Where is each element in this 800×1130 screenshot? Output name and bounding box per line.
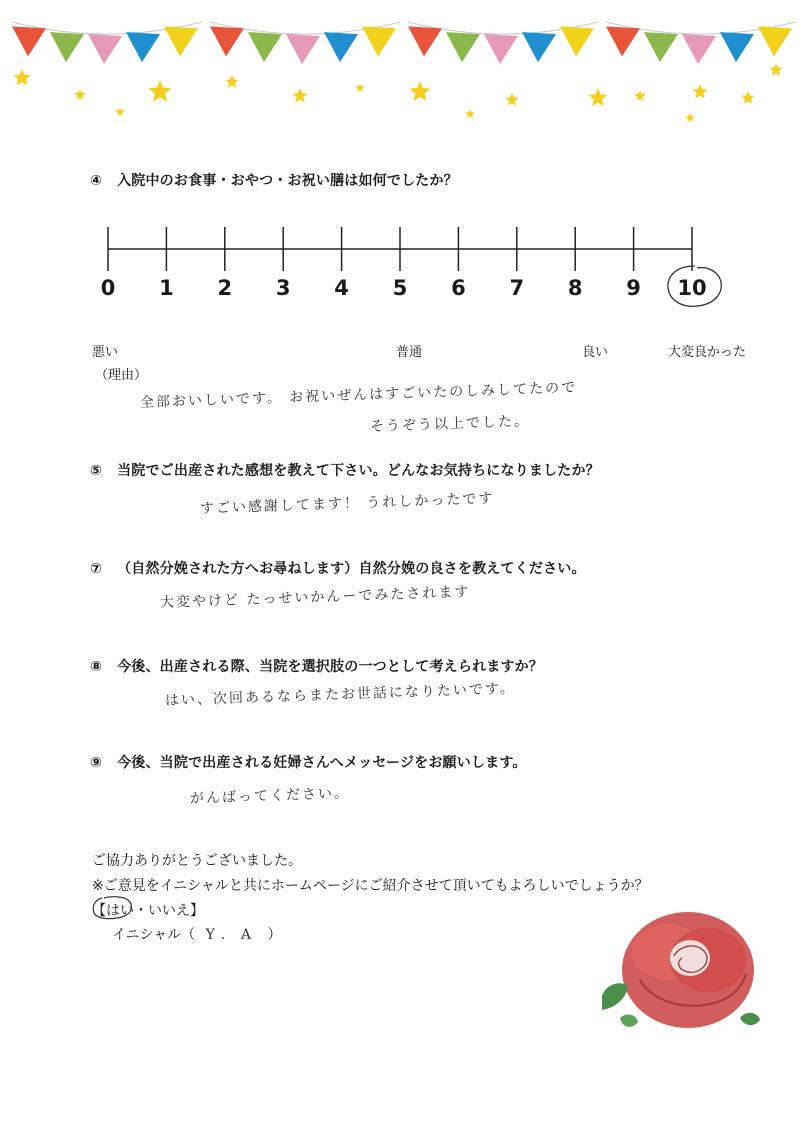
question-5-answer: すごい感謝してます！ うれしかったです bbox=[199, 490, 495, 517]
bunting-flag bbox=[12, 26, 46, 56]
star-icon bbox=[115, 107, 125, 116]
star-icon bbox=[292, 88, 307, 103]
bunting-flag bbox=[286, 34, 320, 64]
scale-number-3: 3 bbox=[275, 276, 291, 300]
star-icon bbox=[74, 89, 85, 100]
question-4 bbox=[90, 170, 458, 190]
question-9-answer: がんばってください。 bbox=[189, 785, 351, 807]
bunting-flags bbox=[12, 22, 796, 64]
rose-illustration bbox=[590, 900, 770, 1050]
star-icon bbox=[685, 113, 695, 122]
bunting-flag bbox=[408, 26, 442, 56]
question-7-number: ⑦ bbox=[90, 561, 103, 577]
bunting-flag bbox=[324, 32, 358, 62]
question-4-answer-line2: そうぞう以上でした。 bbox=[369, 413, 531, 435]
bunting-flag bbox=[248, 32, 282, 62]
bunting-flag bbox=[362, 26, 396, 56]
label-good: 良い bbox=[582, 345, 609, 360]
bunting-banner bbox=[0, 0, 800, 140]
question-9 bbox=[90, 752, 527, 772]
reason-label: （理由） bbox=[95, 368, 148, 383]
star-decorations bbox=[13, 63, 782, 122]
label-very-good: 大変良かった bbox=[668, 345, 747, 360]
scale-number-6: 6 bbox=[451, 276, 466, 300]
question-9-number: ⑨ bbox=[90, 755, 103, 771]
scale-number-8: 8 bbox=[567, 276, 583, 300]
bunting-flag bbox=[210, 26, 244, 56]
label-bad: 悪い bbox=[92, 345, 119, 360]
scale-number-5: 5 bbox=[392, 276, 408, 300]
bunting-flag bbox=[720, 32, 754, 62]
question-5-number: ⑤ bbox=[90, 463, 103, 479]
scale-number-9: 9 bbox=[626, 276, 641, 300]
star-icon bbox=[634, 90, 645, 101]
question-8-number: ⑧ bbox=[90, 659, 103, 675]
star-icon bbox=[769, 63, 782, 76]
initial-label: イニシャル（ bbox=[112, 927, 196, 943]
star-icon bbox=[13, 69, 30, 85]
question-5 bbox=[90, 460, 600, 480]
label-normal: 普通 bbox=[396, 345, 423, 360]
consent-circle-icon bbox=[90, 895, 136, 921]
star-icon bbox=[149, 80, 172, 102]
initial-row bbox=[112, 924, 281, 944]
question-7-answer: 大変やけど たっせいかんーでみたされます bbox=[159, 584, 471, 611]
publish-request-text: ※ご意見をイニシャルと共にホームページにご紹介させて頂いてもよろしいでしょうか？ bbox=[92, 878, 649, 894]
question-4-answer-line1: 全部おいしいです。 お祝いぜんはすごいたのしみしてたので bbox=[139, 379, 578, 411]
initial-value: Y．A bbox=[205, 927, 257, 943]
rating-scale bbox=[100, 225, 700, 275]
question-9-text: 今後、当院で出産される妊婦さんへメッセージをお願いします。 bbox=[117, 755, 527, 771]
bunting-flag bbox=[164, 26, 198, 56]
bunting-flag bbox=[446, 32, 480, 62]
bunting-flag bbox=[682, 34, 716, 64]
scale-number-7: 7 bbox=[509, 276, 525, 300]
star-icon bbox=[741, 91, 754, 104]
bunting-flag bbox=[522, 32, 556, 62]
question-4-number: ④ bbox=[90, 173, 103, 189]
bunting-flag bbox=[50, 32, 84, 62]
thanks-text: ご協力ありがとうございました。 bbox=[92, 853, 302, 869]
bunting-flag bbox=[88, 34, 122, 64]
question-7 bbox=[90, 558, 586, 578]
scale-number-10: 10 bbox=[677, 276, 707, 300]
bunting-flag bbox=[560, 26, 594, 56]
scale-number-1: 1 bbox=[159, 276, 174, 300]
star-icon bbox=[225, 75, 238, 88]
star-icon bbox=[589, 88, 608, 106]
bunting-flag bbox=[126, 32, 160, 62]
bunting-flag bbox=[484, 34, 518, 64]
selected-circle-icon bbox=[664, 262, 726, 310]
scale-number-0: 0 bbox=[100, 276, 116, 300]
bunting-flag bbox=[606, 26, 640, 56]
star-icon bbox=[410, 81, 431, 101]
star-icon bbox=[355, 83, 365, 92]
bunting-flag bbox=[644, 32, 678, 62]
rose-flower-icon bbox=[622, 912, 754, 1028]
question-8-text: 今後、出産される際、当院を選択肢の一つとして考えられますか？ bbox=[117, 659, 544, 675]
star-icon bbox=[465, 109, 475, 118]
scale-number-2: 2 bbox=[217, 276, 233, 300]
question-8 bbox=[90, 656, 543, 676]
question-4-text: 入院中のお食事・おやつ・お祝い膳は如何でしたか？ bbox=[117, 173, 458, 189]
initial-close: ） bbox=[267, 927, 282, 943]
consent-options: 【はい・いいえ】 bbox=[92, 903, 204, 919]
scale-number-4: 4 bbox=[334, 276, 349, 300]
question-5-text: 当院でご出産された感想を教えて下さい。どんなお気持ちになりましたか？ bbox=[117, 463, 600, 479]
question-7-text: （自然分娩された方へお尋ねします）自然分娩の良さを教えてください。 bbox=[117, 561, 586, 577]
star-icon bbox=[505, 93, 518, 106]
bunting-flag bbox=[758, 26, 792, 56]
star-icon bbox=[692, 84, 707, 99]
question-8-answer: はい、次回あるならまたお世話になりたいです。 bbox=[164, 680, 516, 709]
